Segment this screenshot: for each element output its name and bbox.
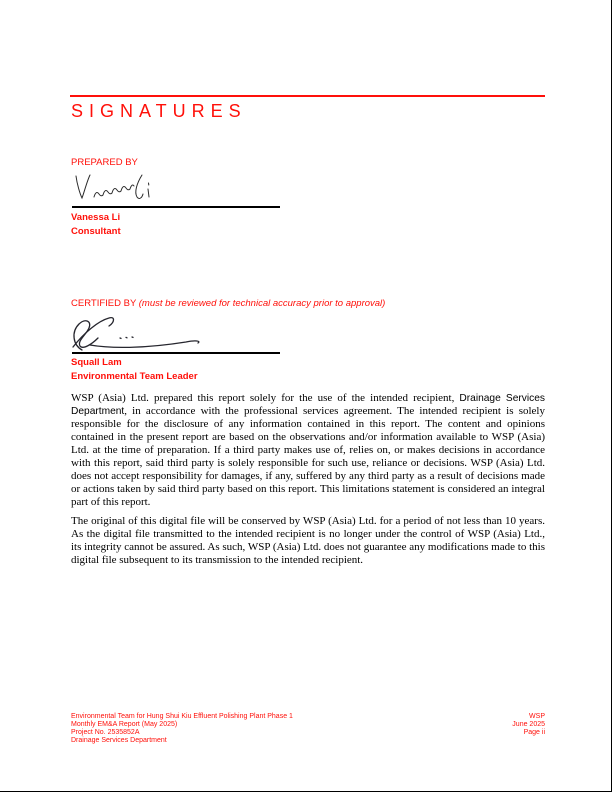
footer-right: [512, 713, 545, 737]
footer-company: WSP: [529, 713, 545, 720]
footer-page-number: Page ii: [523, 728, 545, 736]
prepared-name: Vanessa Li: [71, 212, 121, 223]
prepared-by-label: PREPARED BY: [71, 157, 138, 168]
title-rule: [70, 95, 545, 97]
prepared-signature-line: [72, 206, 280, 208]
certified-role: Environmental Team Leader: [71, 371, 198, 382]
prepared-role: Consultant: [71, 226, 121, 237]
certified-by-note: (must be reviewed for technical accuracy prior to approval): [138, 298, 386, 309]
disclaimer-paragraph-2: The original of this digital file will be conserved by WSP (Asia) Ltd. for a period of not less than 10 years. As the digital file transmitted to the intended recipient is no longer under the control of WSP (Asia) Ltd., its integrity cannot be assured. As such, WSP (Asia) Ltd. does not guarantee any modifications made to this digital file subsequent to its transmission to the intended recipient.: [71, 515, 545, 566]
disclaimer-paragraph-1: WSP (Asia) Ltd. prepared this report solely for the use of the intended recipient, Drainage Services Department, in accordance with the professional services agreement. The intended recipient is solely responsible for the disclosure of any information contained in this report. The content and opinions contained in the present report are based on the observations and/or information available to WSP (Asia) Ltd. at the time of preparation. If a third party makes use of, relies on, or makes decisions in accordance with this report, said third party is solely responsible for such use, reliance or decisions. WSP (Asia) Ltd. does not accept responsibility for damages, if any, suffered by any third party as a result of decisions made or actions taken by said third party based on this report. This limitations statement is considered an integral part of this report.: [71, 392, 545, 508]
disclaimer-text: [71, 392, 545, 573]
certified-signature-line: [72, 352, 280, 354]
footer-left: [71, 713, 293, 745]
footer-date: June 2025: [512, 720, 545, 728]
squall-lam-signature-image: [68, 314, 238, 354]
page-title: SIGNATURES: [71, 101, 247, 121]
recipient-name: Drainage Services Department: [71, 393, 545, 417]
footer-client: Drainage Services Department: [71, 736, 167, 744]
footer-project-title: Environmental Team for Hung Shui Kiu Effluent Polishing Plant Phase 1: [71, 713, 293, 720]
footer-project-number: Project No. 2535852A: [71, 728, 140, 736]
vanessa-li-signature-image: [72, 172, 202, 204]
certified-name: Squall Lam: [71, 357, 122, 368]
certified-by-label: CERTIFIED BY (must be reviewed for technical accuracy prior to approval): [71, 298, 386, 309]
footer-report-title: Monthly EM&A Report (May 2025): [71, 720, 178, 728]
